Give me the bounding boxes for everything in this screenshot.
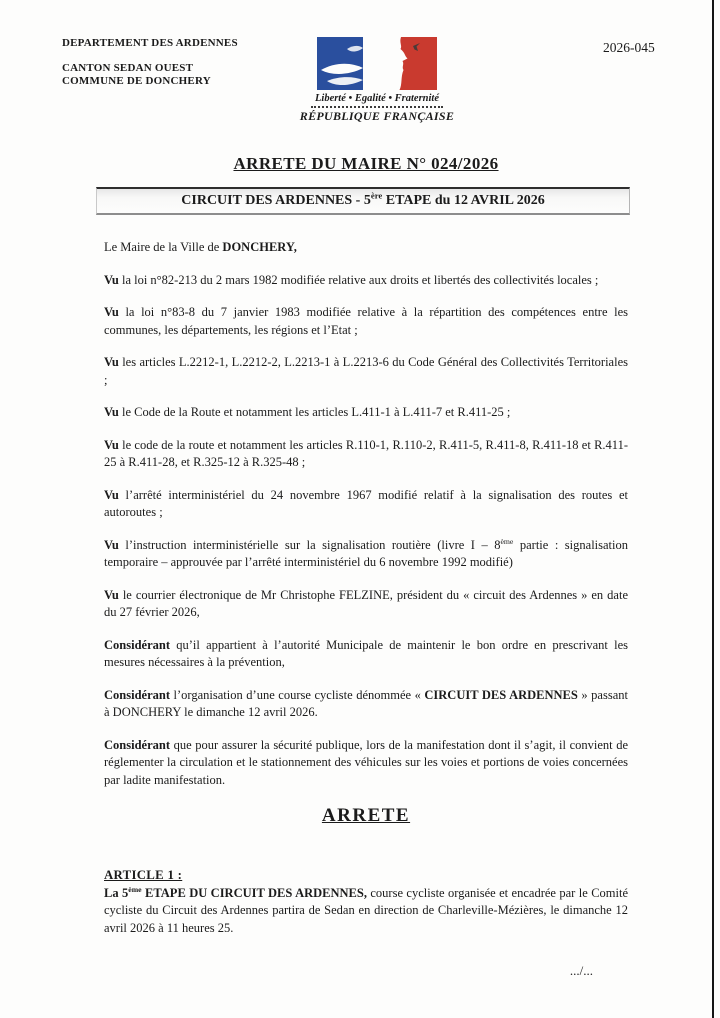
document-title: ARRETE DU MAIRE N° 024/2026	[233, 154, 499, 173]
commune-name-bold: DONCHERY,	[222, 240, 297, 254]
republique-francaise-logo	[287, 37, 467, 124]
marianne-logo-icon	[317, 37, 437, 90]
subtitle-banner	[96, 187, 630, 215]
departement-line: DEPARTEMENT DES ARDENNES	[62, 37, 238, 49]
document-body	[104, 154, 628, 979]
scan-edge-artifact	[712, 0, 714, 1018]
subtitle-text-post: ETAPE du 12 AVRIL 2026	[382, 193, 545, 208]
republique-francaise-text: RÉPUBLIQUE FRANÇAISE	[299, 109, 455, 123]
considerant-paragraph-2: Considérant l’organisation d’une course cycliste dénommée « CIRCUIT DES ARDENNES » passant à DONCHERY le dimanche 12 avril 2026.	[104, 687, 628, 719]
considerant-paragraph-3: Considérant que pour assurer la sécurité publique, lors de la manifestation dont il s’agit, il convient de réglementer la circulation et le stationnement des véhicules sur les voies et portions de voies concernées par ladite manifestation.	[104, 737, 628, 787]
subtitle-superscript: ère	[370, 190, 383, 201]
vu-paragraph-7: Vu l’instruction interministérielle sur la signalisation routière (livre I – 8ème partie : signalisation temporaire – approuvée par l’arrêté interministériel du 6 novembre 1992 modifié)	[104, 536, 628, 569]
vu-paragraph-6: Vu l’arrêté interministériel du 24 novembre 1967 modifié relatif à la signalisation des routes et autoroutes ;	[104, 487, 628, 519]
vu-paragraph-3: Vu les articles L.2212-1, L.2212-2, L.2213-1 à L.2213-6 du Code Général des Collectivités Territoriales ;	[104, 355, 628, 387]
considerant-paragraph-1: Considérant qu’il appartient à l’autorité Municipale de maintenir le bon ordre en prescrivant les mesures nécessaires à la prévention,	[104, 637, 628, 669]
issuing-authority-block	[62, 37, 238, 88]
vu-paragraph-5: Vu le code de la route et notamment les articles R.110-1, R.110-2, R.411-5, R.411-8, R.411-18 et R.411-25 à R.411-28, et R.325-12 à R.325-48 ;	[104, 437, 628, 469]
vu-paragraph-8: Vu le courrier électronique de Mr Christophe FELZINE, président du « circuit des Ardennes » en date du 27 février 2026,	[104, 587, 628, 619]
commune-line: COMMUNE DE DONCHERY	[62, 75, 211, 87]
arrete-heading: ARRETE	[321, 805, 411, 826]
vu-paragraph-4: Vu le Code de la Route et notamment les articles L.411-1 à L.411-7 et R.411-25 ;	[104, 405, 511, 419]
vu-paragraph-2: Vu la loi n°83-8 du 7 janvier 1983 modifiée relative à la répartition des compétences entre les communes, les départements, les régions et l’Etat ;	[104, 305, 628, 337]
motto-divider	[311, 106, 443, 108]
article-1-heading: ARTICLE 1 :	[104, 868, 183, 882]
subtitle-text-pre: CIRCUIT DES ARDENNES - 5	[181, 193, 371, 208]
reference-number: 2026-045	[603, 40, 655, 55]
motto-text: Liberté • Egalité • Fraternité	[314, 93, 439, 104]
intro-paragraph: Le Maire de la Ville de DONCHERY,	[104, 240, 297, 254]
page-continuation-mark: .../...	[569, 963, 593, 978]
vu-paragraph-1: Vu la loi n°82-213 du 2 mars 1982 modifiée relative aux droits et libertés des collectivités locales ;	[104, 272, 599, 287]
race-name-bold: CIRCUIT DES ARDENNES	[424, 687, 578, 702]
canton-line: CANTON SEDAN OUEST	[62, 62, 194, 74]
article-1-paragraph: La 5ème ETAPE DU CIRCUIT DES ARDENNES, course cycliste organisée et encadrée par le Comité cycliste du Circuit des Ardennes partira de Sedan en direction de Charleville-Mézières, le dimanche 12 avril 2026 à 11 heures 25.	[104, 884, 628, 935]
